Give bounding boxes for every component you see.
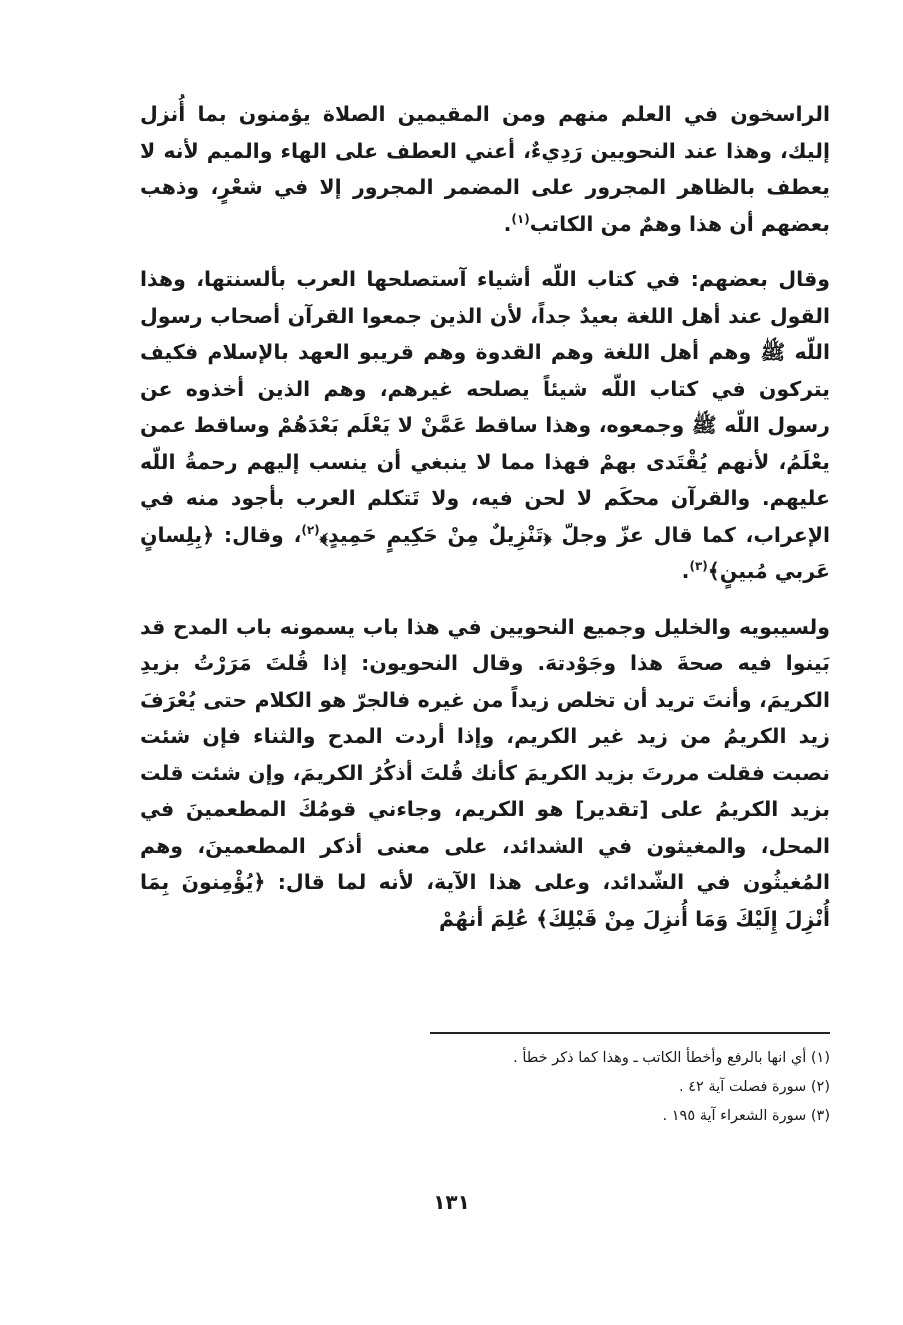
paragraph-2-text: وقال بعضهم: في كتاب اللّه أشياء آستصلحها العرب بألسنتها، وهذا القول عند أهل اللغة بعيدٌ جداً، لأن الذين جمعوا القرآن أصحاب رسول اللّه ﷺ وهم أهل اللغة وهم القدوة وهم قريبو العهد بالإسلام فكيف يتركون في كتاب اللّه شيئاً يصلحه غيرهم، وهم الذين أخذوه عن رسول اللّه ﷺ وجمعوه، وهذا ساقط عَمَّنْ لا يَعْلَم بَعْدَهُمْ وساقط عمن يعْلَمُ، لأنهم يُقْتَدى بهمْ فهذا مما لا ينبغي أن ينسب إليهم رحمةُ اللّه عليهم. والقرآن محكَم لا لحن فيه، ولا تَتكلم العرب بأجود منه في الإعراب، كما قال عزّ وجلّ ﴿تَنْزِيلٌ مِنْ حَكِيمٍ حَمِيدٍ﴾	[140, 267, 830, 547]
page-number: ١٣١	[433, 1190, 470, 1214]
footnotes	[300, 1044, 830, 1131]
footnote-1: (١) أي انها بالرفع وأخطأ الكاتب ـ وهذا كما ذكر خطأ .	[513, 1050, 830, 1066]
paragraph-1-tail: .	[503, 211, 512, 236]
footnote-ref-1: (١)	[511, 211, 530, 226]
paragraph-2-tail-2: .	[681, 559, 690, 583]
paragraph-1-text: الراسخون في العلم منهم ومن المقيمين الصلاة يؤمنون بما أُنزل إليك، وهذا عند النحويين رَدِيءٌ، أعني العطف على الهاء والميم لأنه لا يعطف بالظاهر المجرور على المضمر المجرور إلا في شعْرٍ، وذهب بعضهم أن هذا وهمٌ من الكاتب	[140, 102, 830, 236]
main-text	[140, 96, 830, 937]
footnote-divider	[430, 1032, 830, 1034]
footnote-ref-2: (٢)	[301, 522, 320, 537]
paragraph-1	[140, 96, 830, 242]
footnote-ref-3: (٣)	[689, 559, 708, 574]
paragraph-3	[140, 609, 830, 938]
paragraph-2-tail: ، وقال: ﴿بِلِسانٍ عَربي مُبينٍ﴾	[140, 522, 830, 583]
paragraph-3-text: ولسيبويه والخليل وجميع النحويين في هذا باب يسمونه باب المدح قد بَينوا فيه صحةَ هذا وجَوْدتهَ. وقال النحويون: إذا قُلتَ مَرَرْتُ بزيدِ الكريمَ، وأنتَ تريد أن تخلص زيداً من غيره فالجرّ هو الكلام حتى يُعْرَفَ زيد الكريمُ من زيد غير الكريم، وإذا أردت المدح والثناء فإن شئت نصبت فقلت مررتَ بزيد الكريمَ كأنك قُلتَ أذكُرُ الكريمَ، وإن شئت قلت بزيد الكريمُ على [تقدير] هو الكريم، وجاءني قومُكَ المطعمينَ في المحل، والمغيثون في الشدائد، على معنى أذكر المطعمينَ، وهم المُغيثُون في الشّدائد، وعلى هذا الآية، لأنه لما قال: ﴿يُؤْمِنونَ بِمَا أُنْزِلَ إِلَيْكَ وَمَا أُنزِلَ مِنْ قَبْلِكَ﴾ عُلِمَ أنهُمْ	[140, 614, 830, 931]
footnote-2: (٢) سورة فصلت آية ٤٢ .	[679, 1079, 830, 1095]
paragraph-2	[140, 261, 830, 590]
footnote-3: (٣) سورة الشعراء آية ١٩٥ .	[662, 1108, 830, 1124]
